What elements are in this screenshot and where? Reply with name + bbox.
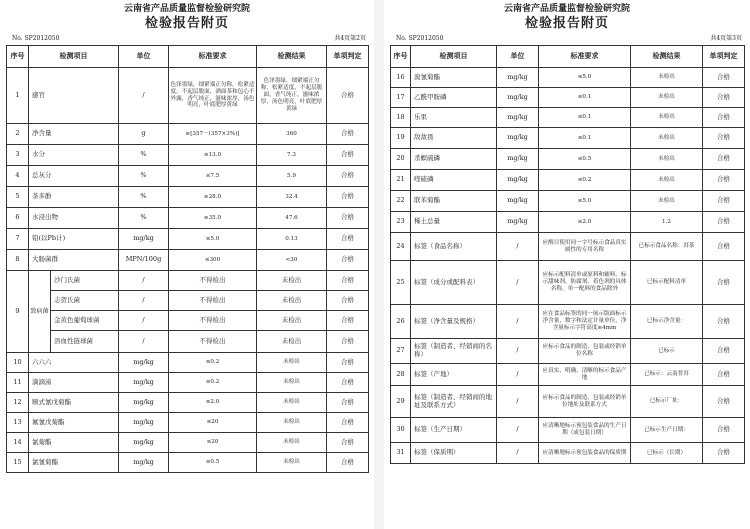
report-meta xyxy=(0,32,374,45)
cell-result: 未检出 xyxy=(257,311,327,331)
cell-seq: 4 xyxy=(7,166,29,187)
header-seq: 序号 xyxy=(391,46,411,68)
cell-unit: % xyxy=(119,187,169,208)
cell-unit: mg/kg xyxy=(119,373,169,393)
table-row xyxy=(391,170,745,191)
cell-unit: / xyxy=(497,386,539,418)
cell-result: 未检出 xyxy=(257,413,327,433)
cell-seq: 11 xyxy=(7,373,29,393)
table-row xyxy=(7,433,369,453)
cell-result: 未检出 xyxy=(257,373,327,393)
cell-judge: 合格 xyxy=(703,149,745,170)
institute-name: 云南省产品质量监督检验研究院 xyxy=(123,4,250,14)
cell-seq: 6 xyxy=(7,208,29,229)
cell-item: 氯氰菊酯 xyxy=(29,453,119,473)
cell-unit: mg/kg xyxy=(497,170,539,191)
report-page-right xyxy=(384,0,750,529)
cell-result: 已标示 xyxy=(631,339,703,364)
cell-item: 铅(以Pb计) xyxy=(29,229,119,250)
cell-subitem: 沙门氏菌 xyxy=(51,271,119,291)
cell-seq: 16 xyxy=(391,68,411,88)
cell-unit: mg/kg xyxy=(497,212,539,233)
cell-req: ≤13.0 xyxy=(169,145,257,166)
table-row xyxy=(391,418,745,443)
cell-item: 氯菊酯 xyxy=(29,433,119,453)
cell-unit: mg/kg xyxy=(497,68,539,88)
cell-unit: mg/kg xyxy=(497,88,539,108)
page-count: 共4页第3页 xyxy=(710,35,742,42)
table-row xyxy=(7,145,369,166)
cell-judge: 合格 xyxy=(703,108,745,128)
cell-seq: 24 xyxy=(391,233,411,261)
cell-judge: 合格 xyxy=(703,128,745,149)
cell-req: ≤0.2 xyxy=(169,373,257,393)
table-row xyxy=(7,250,369,271)
cell-judge: 合格 xyxy=(327,291,369,311)
cell-unit: / xyxy=(497,339,539,364)
report-number: No. SP2012050 xyxy=(12,35,60,42)
table-row xyxy=(391,364,745,386)
cell-group: 致病菌 xyxy=(29,271,51,353)
cell-judge: 合格 xyxy=(327,68,369,124)
table-row xyxy=(391,339,745,364)
cell-unit: mg/kg xyxy=(119,453,169,473)
cell-item: 标签（制造者、经销商的名称） xyxy=(411,339,497,364)
cell-seq: 25 xyxy=(391,261,411,305)
cell-item: 喹硫磷 xyxy=(411,170,497,191)
cell-result: 未检出 xyxy=(631,68,703,88)
cell-item: 净含量 xyxy=(29,124,119,145)
cell-unit: mg/kg xyxy=(497,128,539,149)
table-row xyxy=(7,166,369,187)
table-row xyxy=(7,271,369,291)
report-meta xyxy=(384,32,750,45)
table-row xyxy=(7,413,369,433)
cell-seq: 1 xyxy=(7,68,29,124)
cell-req: ≤20 xyxy=(169,413,257,433)
cell-unit: / xyxy=(119,291,169,311)
cell-result: 未检出 xyxy=(257,271,327,291)
page-gutter xyxy=(374,0,384,529)
table-row xyxy=(391,88,745,108)
cell-req: ≤300 xyxy=(169,250,257,271)
header-item: 检测项目 xyxy=(411,46,497,68)
cell-req: 应标示食品的制造、包装或经销单位地址及联系方式 xyxy=(539,386,631,418)
table-row xyxy=(7,331,369,353)
cell-judge: 合格 xyxy=(327,311,369,331)
cell-seq: 20 xyxy=(391,149,411,170)
cell-item: 标签（制造者、经销商的地址及联系方式） xyxy=(411,386,497,418)
cell-seq: 9 xyxy=(7,271,29,353)
cell-req: 应醒目使用同一字号标示食品真实属性的专用名称 xyxy=(539,233,631,261)
cell-req: ≤0.5 xyxy=(169,453,257,473)
cell-result: 未检出 xyxy=(631,191,703,212)
cell-unit: mg/kg xyxy=(497,108,539,128)
cell-req: 应真实、明确、清晰的标示食品产地 xyxy=(539,364,631,386)
cell-result: 32.4 xyxy=(257,187,327,208)
table-row xyxy=(391,128,745,149)
cell-judge: 合格 xyxy=(327,208,369,229)
cell-result: 未检出 xyxy=(631,128,703,149)
cell-judge: 合格 xyxy=(703,233,745,261)
cell-item: 标签（净含量及规格） xyxy=(411,305,497,339)
table-row xyxy=(391,233,745,261)
cell-result: 已标示厂址： xyxy=(631,386,703,418)
page-count: 共4页第2页 xyxy=(334,35,366,42)
table-row xyxy=(7,229,369,250)
cell-result: 360 xyxy=(257,124,327,145)
cell-req: 不得检出 xyxy=(169,331,257,353)
table-row xyxy=(391,386,745,418)
cell-judge: 合格 xyxy=(703,88,745,108)
cell-result: 5.9 xyxy=(257,166,327,187)
header-item: 检测项目 xyxy=(29,46,119,68)
cell-result: 已标示生产日期： xyxy=(631,418,703,443)
cell-seq: 18 xyxy=(391,108,411,128)
cell-seq: 19 xyxy=(391,128,411,149)
cell-item: 标签（保质期） xyxy=(411,443,497,464)
header-req: 标准要求 xyxy=(169,46,257,68)
cell-result: 未检出 xyxy=(257,433,327,453)
cell-req: ≤0.1 xyxy=(539,108,631,128)
cell-judge: 合格 xyxy=(327,229,369,250)
table-header-row xyxy=(391,46,745,68)
cell-unit: / xyxy=(497,233,539,261)
cell-req: 应标示食品的制造、包装或经销单位名称 xyxy=(539,339,631,364)
cell-seq: 17 xyxy=(391,88,411,108)
cell-unit: % xyxy=(119,208,169,229)
cell-item: 水分 xyxy=(29,145,119,166)
cell-unit: MPN/100g xyxy=(119,250,169,271)
cell-seq: 23 xyxy=(391,212,411,233)
cell-judge: 合格 xyxy=(703,170,745,191)
cell-seq: 10 xyxy=(7,353,29,373)
cell-req: ≤0.5 xyxy=(539,149,631,170)
cell-judge: 合格 xyxy=(327,166,369,187)
report-page-left xyxy=(0,0,374,529)
cell-result: 0.13 xyxy=(257,229,327,250)
cell-unit: / xyxy=(497,305,539,339)
cell-item: 乐果 xyxy=(411,108,497,128)
table-row xyxy=(391,68,745,88)
cell-item: 标签（产地） xyxy=(411,364,497,386)
cell-item: 氟氰戊菊酯 xyxy=(29,413,119,433)
cell-item: 标签（食品名称） xyxy=(411,233,497,261)
cell-result: 未检出 xyxy=(257,353,327,373)
table-row xyxy=(7,208,369,229)
cell-item: 标签（成分或配料表） xyxy=(411,261,497,305)
cell-result: 1.2 xyxy=(631,212,703,233)
cell-judge: 合格 xyxy=(327,433,369,453)
table-row xyxy=(391,108,745,128)
table-row xyxy=(391,191,745,212)
cell-unit: / xyxy=(119,311,169,331)
cell-result: 已标示配料清单 xyxy=(631,261,703,305)
cell-result: 7.3 xyxy=(257,145,327,166)
cell-seq: 14 xyxy=(7,433,29,453)
cell-result: 已标示（长期） xyxy=(631,443,703,464)
table-row xyxy=(7,311,369,331)
cell-req: 应清晰地标示预包装食品的保质期 xyxy=(539,443,631,464)
cell-seq: 29 xyxy=(391,386,411,418)
cell-unit: / xyxy=(497,443,539,464)
table-row xyxy=(7,291,369,311)
cell-seq: 31 xyxy=(391,443,411,464)
table-row xyxy=(7,373,369,393)
table-row xyxy=(391,261,745,305)
cell-judge: 合格 xyxy=(327,353,369,373)
cell-seq: 5 xyxy=(7,187,29,208)
cell-req: 不得检出 xyxy=(169,271,257,291)
report-title: 检验报告附页 xyxy=(524,16,609,31)
cell-req: ≤0.1 xyxy=(539,88,631,108)
cell-subitem: 溶血性链球菌 xyxy=(51,331,119,353)
cell-req: 色泽墨绿，细紧端正匀称，松紧适度，不起层脱面，洒面茶和包心不外露，香气纯正，滋味浓厚，汤色明亮，叶底肥厚黄绿 xyxy=(169,68,257,124)
cell-judge: 合格 xyxy=(703,212,745,233)
cell-req: ≤7.5 xyxy=(169,166,257,187)
cell-unit: mg/kg xyxy=(119,433,169,453)
cell-unit: g xyxy=(119,124,169,145)
cell-item: 感官 xyxy=(29,68,119,124)
cell-item: 顺式氰戊菊酯 xyxy=(29,393,119,413)
cell-req: ≤0.1 xyxy=(539,128,631,149)
institute-name: 云南省产品质量监督检验研究院 xyxy=(503,4,630,14)
table-row xyxy=(391,212,745,233)
cell-seq: 3 xyxy=(7,145,29,166)
table-row xyxy=(7,353,369,373)
cell-req: 应标示配料清单或原料和辅料，标示甜味剂、防腐剂、着色剂的具体名称，单一配料的食品除外 xyxy=(539,261,631,305)
cell-req: 应在食品标签的同一展示版面标示净含量，数字和法定计量单位，净含量标示字符高度≥4mm xyxy=(539,305,631,339)
cell-req: 不得检出 xyxy=(169,291,257,311)
cell-subitem: 金黄色葡萄球菌 xyxy=(51,311,119,331)
cell-judge: 合格 xyxy=(327,413,369,433)
cell-judge: 合格 xyxy=(327,145,369,166)
header-unit: 单位 xyxy=(497,46,539,68)
cell-item: 大肠菌群 xyxy=(29,250,119,271)
cell-item: 敌敌畏 xyxy=(411,128,497,149)
cell-unit: mg/kg xyxy=(119,393,169,413)
cell-result: 未检出 xyxy=(631,170,703,191)
cell-result: 未检出 xyxy=(257,331,327,353)
cell-result: <30 xyxy=(257,250,327,271)
cell-judge: 合格 xyxy=(703,386,745,418)
cell-judge: 合格 xyxy=(327,393,369,413)
cell-unit: % xyxy=(119,145,169,166)
cell-item: 溴氰菊酯 xyxy=(411,68,497,88)
cell-judge: 合格 xyxy=(327,331,369,353)
cell-req: ≥[357－(357×3%)] xyxy=(169,124,257,145)
header-judge: 单项判定 xyxy=(703,46,745,68)
cell-req: 应清晰地标示预包装食品的生产日期（或包装日期） xyxy=(539,418,631,443)
cell-seq: 27 xyxy=(391,339,411,364)
cell-req: ≥35.0 xyxy=(169,208,257,229)
cell-item: 联苯菊酯 xyxy=(411,191,497,212)
table-row xyxy=(391,305,745,339)
report-title: 检验报告附页 xyxy=(144,16,229,31)
header-result: 检测结果 xyxy=(631,46,703,68)
cell-unit: mg/kg xyxy=(497,191,539,212)
cell-result: 色泽墨绿，细紧端正匀称，松紧适度，不起层脱面，香气纯正，滋味浓厚，汤色明亮，叶底肥厚黄绿 xyxy=(257,68,327,124)
cell-unit: / xyxy=(119,271,169,291)
cell-judge: 合格 xyxy=(327,453,369,473)
cell-judge: 合格 xyxy=(703,418,745,443)
inspection-table-left xyxy=(6,45,369,473)
cell-seq: 30 xyxy=(391,418,411,443)
cell-item: 滴滴涕 xyxy=(29,373,119,393)
cell-unit: / xyxy=(497,418,539,443)
cell-judge: 合格 xyxy=(327,373,369,393)
report-number: No. SP2012050 xyxy=(396,35,444,42)
cell-judge: 合格 xyxy=(327,124,369,145)
cell-seq: 8 xyxy=(7,250,29,271)
header-req: 标准要求 xyxy=(539,46,631,68)
header-unit: 单位 xyxy=(119,46,169,68)
cell-result: 47.6 xyxy=(257,208,327,229)
cell-item: 标签（生产日期） xyxy=(411,418,497,443)
inspection-table-right xyxy=(390,45,745,464)
cell-result: 未检出 xyxy=(257,291,327,311)
cell-req: ≥28.0 xyxy=(169,187,257,208)
cell-result: 未检出 xyxy=(257,453,327,473)
cell-req: ≤0.2 xyxy=(169,353,257,373)
cell-unit: / xyxy=(497,261,539,305)
cell-result: 已标示：云南普洱 xyxy=(631,364,703,386)
cell-seq: 28 xyxy=(391,364,411,386)
table-row xyxy=(7,187,369,208)
cell-unit: mg/kg xyxy=(119,413,169,433)
cell-judge: 合格 xyxy=(703,68,745,88)
table-row xyxy=(7,124,369,145)
cell-seq: 22 xyxy=(391,191,411,212)
cell-req: ≤20 xyxy=(169,433,257,453)
cell-unit: / xyxy=(119,68,169,124)
cell-req: ≤0.2 xyxy=(539,170,631,191)
cell-req: 不得检出 xyxy=(169,311,257,331)
cell-item: 六六六 xyxy=(29,353,119,373)
cell-unit: mg/kg xyxy=(119,353,169,373)
cell-subitem: 志贺氏菌 xyxy=(51,291,119,311)
cell-seq: 21 xyxy=(391,170,411,191)
header-judge: 单项判定 xyxy=(327,46,369,68)
cell-judge: 合格 xyxy=(703,443,745,464)
cell-seq: 7 xyxy=(7,229,29,250)
table-row xyxy=(391,149,745,170)
header-result: 检测结果 xyxy=(257,46,327,68)
cell-judge: 合格 xyxy=(327,250,369,271)
cell-item: 杀螟硫磷 xyxy=(411,149,497,170)
header-seq: 序号 xyxy=(7,46,29,68)
cell-seq: 15 xyxy=(7,453,29,473)
cell-req: ≤2.0 xyxy=(539,212,631,233)
cell-result: 未检出 xyxy=(631,149,703,170)
table-row xyxy=(7,68,369,124)
cell-judge: 合格 xyxy=(327,271,369,291)
table-row xyxy=(7,393,369,413)
cell-result: 未检出 xyxy=(257,393,327,413)
cell-judge: 合格 xyxy=(703,261,745,305)
cell-req: ≤5.0 xyxy=(169,229,257,250)
cell-judge: 合格 xyxy=(327,187,369,208)
cell-judge: 合格 xyxy=(703,339,745,364)
table-header-row xyxy=(7,46,369,68)
cell-unit: mg/kg xyxy=(497,149,539,170)
cell-req: ≤5.0 xyxy=(539,68,631,88)
cell-judge: 合格 xyxy=(703,191,745,212)
cell-item: 稀土总量 xyxy=(411,212,497,233)
cell-req: ≤5.0 xyxy=(539,191,631,212)
cell-seq: 26 xyxy=(391,305,411,339)
cell-result: 已标示净含量： xyxy=(631,305,703,339)
cell-judge: 合格 xyxy=(703,305,745,339)
cell-unit: / xyxy=(497,364,539,386)
cell-result: 未检出 xyxy=(631,108,703,128)
cell-item: 乙酰甲胺磷 xyxy=(411,88,497,108)
cell-item: 总灰分 xyxy=(29,166,119,187)
table-row xyxy=(391,443,745,464)
cell-judge: 合格 xyxy=(703,364,745,386)
cell-unit: / xyxy=(119,331,169,353)
cell-item: 水浸出物 xyxy=(29,208,119,229)
cell-result: 未检出 xyxy=(631,88,703,108)
cell-unit: mg/kg xyxy=(119,229,169,250)
cell-item: 茶多酚 xyxy=(29,187,119,208)
cell-unit: % xyxy=(119,166,169,187)
cell-result: 已标示食品名称：洱茶 xyxy=(631,233,703,261)
table-row xyxy=(7,453,369,473)
cell-seq: 13 xyxy=(7,413,29,433)
cell-seq: 12 xyxy=(7,393,29,413)
cell-seq: 2 xyxy=(7,124,29,145)
cell-req: ≤2.0 xyxy=(169,393,257,413)
